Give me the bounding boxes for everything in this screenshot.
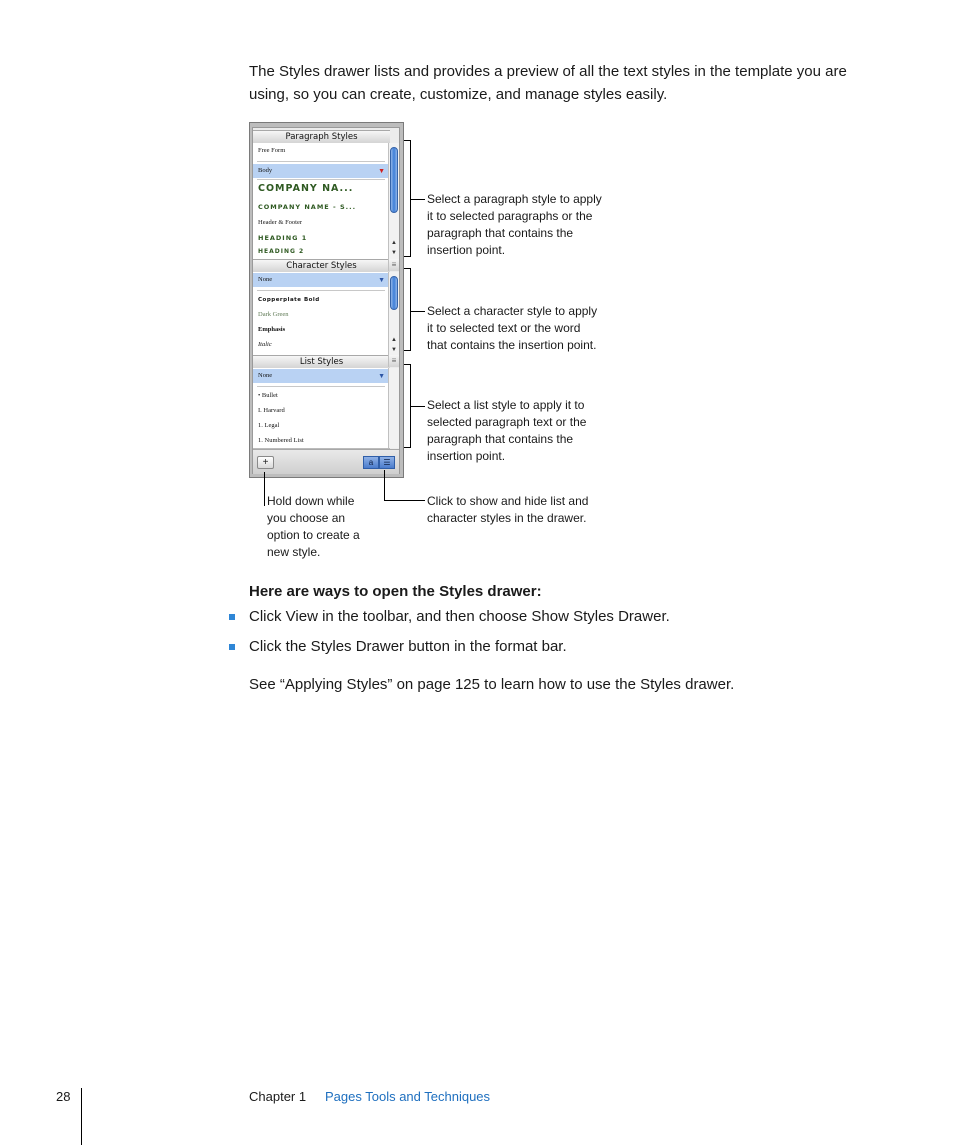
scroll-down-arrow-icon[interactable]: ▼ bbox=[391, 347, 397, 353]
bullet-text: Click the Styles Drawer button in the format bar. bbox=[249, 638, 567, 655]
toggle-callout: Click to show and hide list and character styles in the drawer. bbox=[427, 494, 589, 525]
list-bracket bbox=[404, 364, 411, 448]
character-styles-header: Character Styles bbox=[253, 259, 390, 273]
toggle-leader-horizontal bbox=[384, 500, 425, 501]
list-callout: Select a list style to apply it to selected paragraph text or the paragraph that contains the insertion point. bbox=[427, 398, 587, 463]
style-item-bullet[interactable]: • Bullet bbox=[258, 392, 278, 399]
toggle-leader-vertical bbox=[384, 470, 385, 500]
styles-drawer-panel bbox=[252, 127, 400, 474]
style-item-harvard[interactable]: I. Harvard bbox=[258, 407, 285, 414]
style-item-company-name[interactable]: COMPANY NA... bbox=[258, 183, 354, 194]
character-leader-line bbox=[411, 311, 425, 312]
style-item-company-name-s[interactable]: COMPANY NAME - S... bbox=[258, 203, 357, 211]
dropdown-triangle-icon[interactable]: ▼ bbox=[378, 372, 385, 380]
bullet-square-icon bbox=[229, 614, 235, 620]
character-styles-list[interactable] bbox=[253, 272, 390, 357]
footer-rule bbox=[81, 1088, 82, 1145]
intro-paragraph: The Styles drawer lists and provides a preview of all the text styles in the template you are using, so you can create, customize, and manage styles easily. bbox=[249, 63, 847, 103]
style-item-heading-1[interactable]: HEADING 1 bbox=[258, 234, 308, 242]
character-scrollbar[interactable] bbox=[388, 272, 399, 356]
paragraph-scrollbar[interactable] bbox=[388, 143, 399, 259]
section-subhead: Here are ways to open the Styles drawer: bbox=[249, 583, 542, 600]
styles-drawer bbox=[249, 122, 404, 478]
list-scrollbar[interactable] bbox=[388, 368, 399, 448]
new-style-button[interactable]: + bbox=[257, 456, 274, 469]
see-also-text: See “Applying Styles” on page 125 to learn how to use the Styles drawer. bbox=[249, 676, 735, 693]
character-bracket bbox=[404, 268, 411, 351]
paragraph-styles-header: Paragraph Styles bbox=[253, 130, 390, 144]
new-style-leader-line bbox=[264, 472, 265, 506]
character-styles-toggle-icon[interactable]: a bbox=[363, 456, 379, 469]
style-item-copperplate-bold[interactable]: Copperplate Bold bbox=[258, 297, 320, 303]
list-styles-list[interactable] bbox=[253, 368, 390, 449]
style-item-heading-2[interactable]: HEADING 2 bbox=[258, 248, 305, 255]
character-callout: Select a character style to apply it to selected text or the word that contains the insertion point. bbox=[427, 304, 598, 352]
drawer-bottom-bar bbox=[253, 449, 399, 474]
paragraph-callout: Select a paragraph style to apply it to selected paragraphs or the paragraph that contains the insertion point. bbox=[427, 192, 602, 257]
dropdown-triangle-icon[interactable]: ▼ bbox=[378, 276, 385, 284]
paragraph-styles-list[interactable] bbox=[253, 143, 390, 260]
dropdown-triangle-icon[interactable]: ▼ bbox=[378, 167, 385, 175]
style-item-legal[interactable]: 1. Legal bbox=[258, 422, 280, 429]
chapter-label: Chapter 1 bbox=[249, 1089, 307, 1104]
style-item-dark-green[interactable]: Dark Green bbox=[258, 311, 289, 318]
paragraph-bracket bbox=[404, 140, 411, 257]
resize-grip-icon[interactable]: ≡ bbox=[388, 259, 399, 271]
scroll-up-arrow-icon[interactable]: ▲ bbox=[391, 240, 397, 246]
scroll-thumb[interactable] bbox=[390, 276, 398, 310]
paragraph-leader-line bbox=[411, 199, 425, 200]
style-item-emphasis[interactable]: Emphasis bbox=[258, 326, 286, 333]
list-styles-header: List Styles bbox=[253, 355, 390, 369]
bullet-square-icon bbox=[229, 644, 235, 650]
chapter-title-link[interactable]: Pages Tools and Techniques bbox=[325, 1089, 491, 1104]
style-item-header-footer[interactable]: Header & Footer bbox=[258, 219, 303, 226]
scroll-up-arrow-icon[interactable]: ▲ bbox=[391, 337, 397, 343]
style-item-italic[interactable]: Italic bbox=[258, 341, 272, 348]
bullet-text: Click View in the toolbar, and then choose Show Styles Drawer. bbox=[249, 608, 670, 625]
style-item-none[interactable] bbox=[253, 273, 390, 287]
scroll-thumb[interactable] bbox=[390, 147, 398, 213]
style-item-label: None bbox=[258, 372, 273, 379]
list-styles-toggle-icon[interactable]: ☰ bbox=[379, 456, 395, 469]
style-item-body[interactable] bbox=[253, 164, 390, 178]
list-leader-line bbox=[411, 406, 425, 407]
style-item-free-form[interactable]: Free Form bbox=[258, 147, 286, 154]
scroll-down-arrow-icon[interactable]: ▼ bbox=[391, 250, 397, 256]
style-item-label: None bbox=[258, 276, 273, 283]
style-item-numbered-list[interactable]: 1. Numbered List bbox=[258, 437, 304, 444]
style-item-none[interactable] bbox=[253, 369, 390, 383]
resize-grip-icon[interactable]: ≡ bbox=[388, 355, 399, 367]
style-item-label: Body bbox=[258, 167, 273, 174]
new-style-callout: Hold down while you choose an option to create a new style. bbox=[267, 494, 360, 559]
page-number: 28 bbox=[56, 1089, 71, 1104]
